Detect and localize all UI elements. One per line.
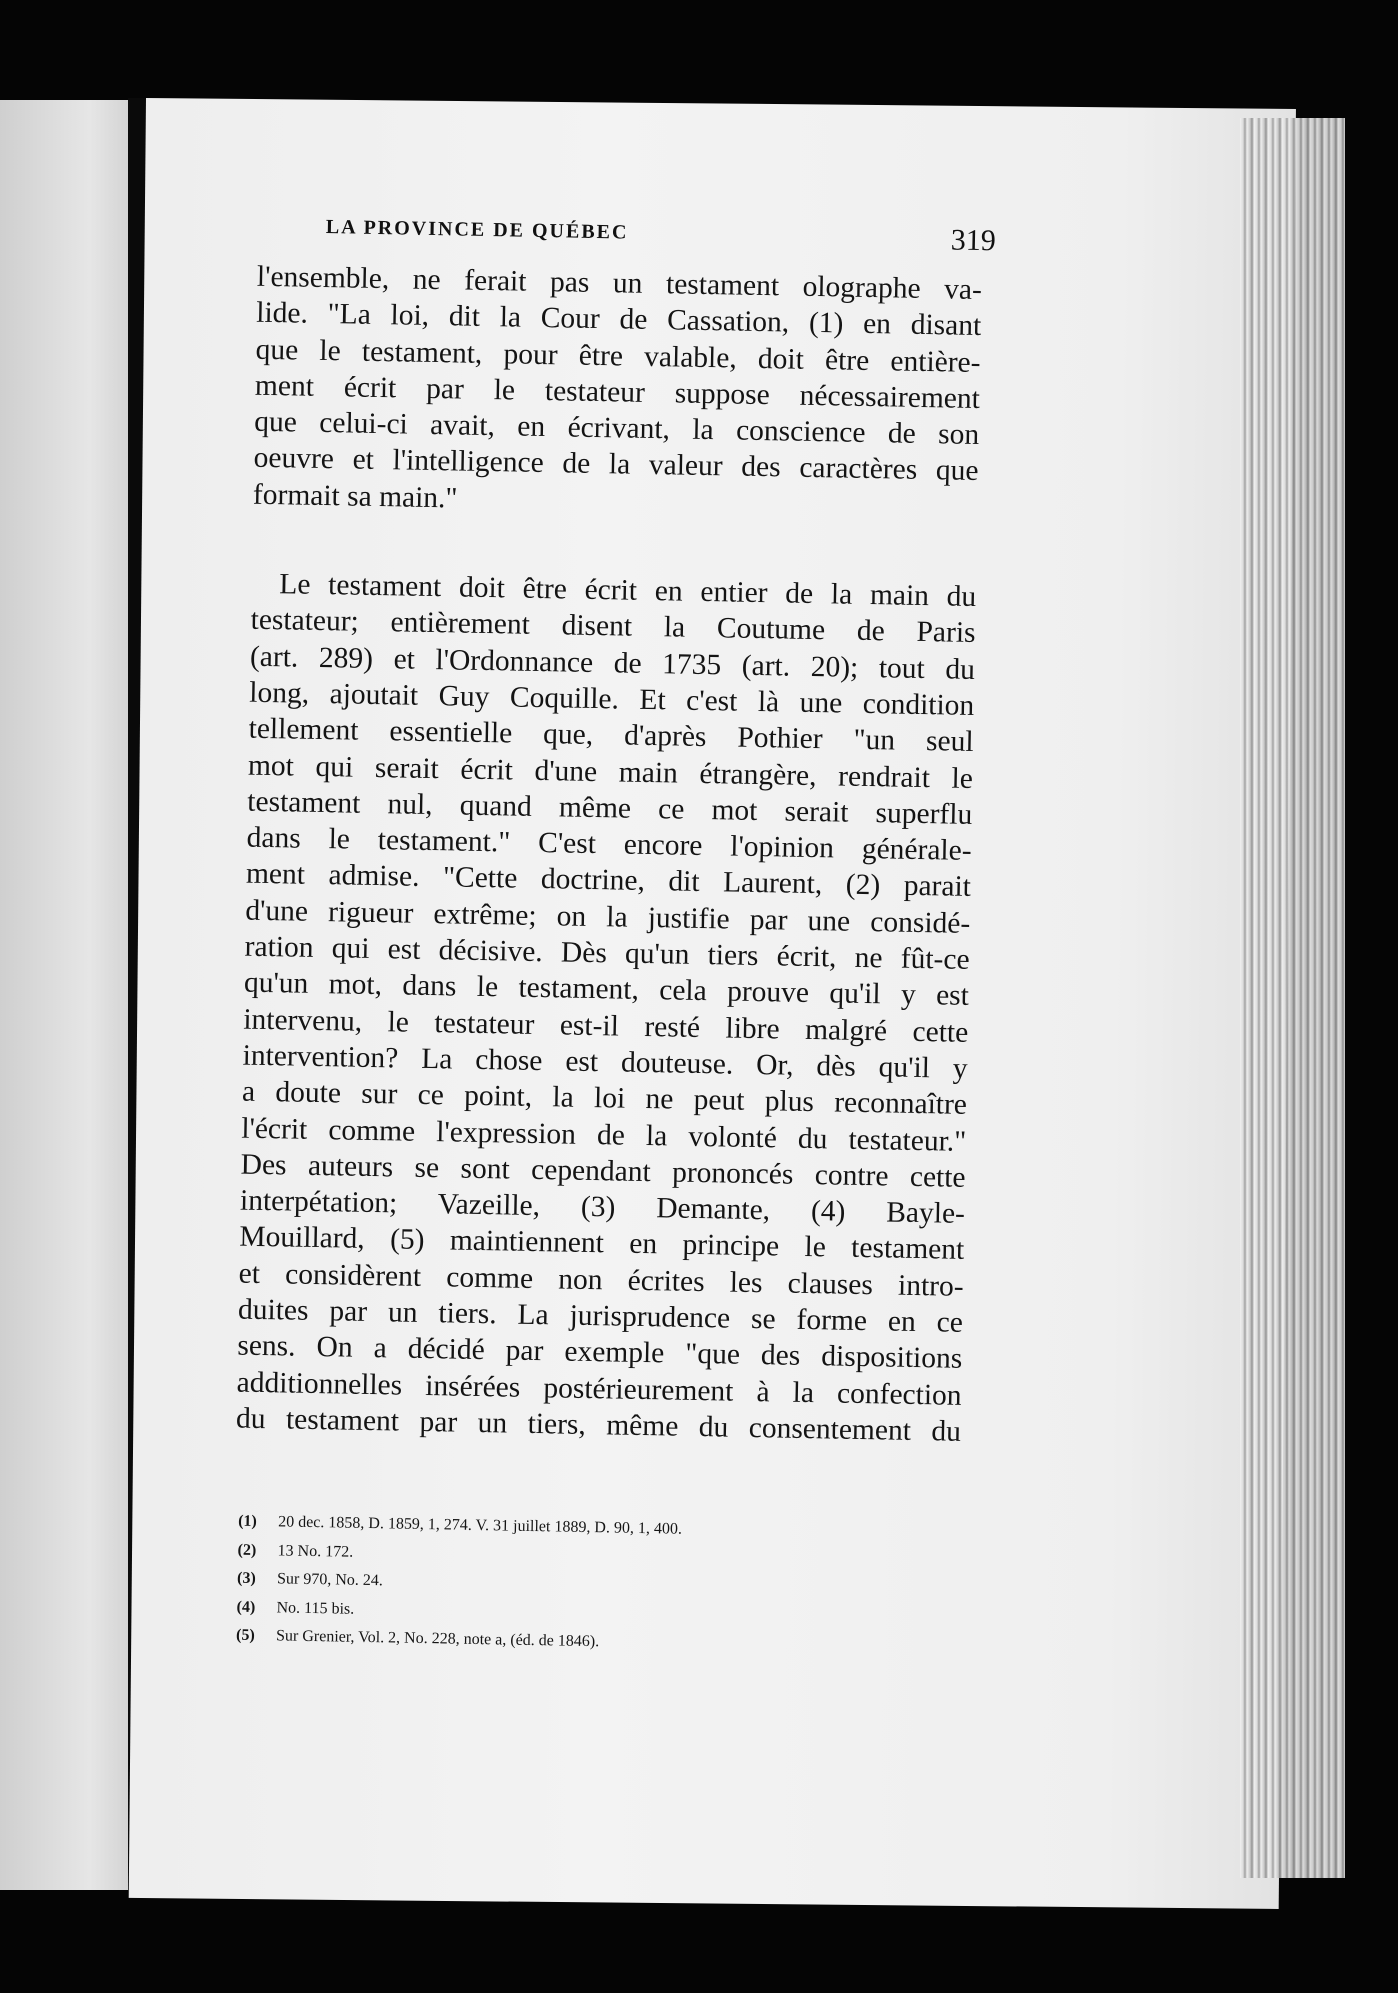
footnote-text: No. 115 bis.: [276, 1598, 355, 1618]
text-line: Le testament doit être écrit en entier de la main du: [279, 568, 977, 614]
text-line: que celui-ci avait, en écrivant, la conscience de son: [254, 405, 980, 452]
running-title: LA PROVINCE DE QUÉBEC: [325, 216, 629, 244]
text-line: ment admise. "Cette doctrine, dit Laurent, (2) parait: [245, 858, 972, 904]
text-line: intervenu, le testateur est-il resté libre malgré cette: [243, 1003, 969, 1049]
text-line: lide. "La loi, dit la Cour de Cassation, (1) en disant: [256, 297, 982, 343]
text-line: testament nul, quand même ce mot serait superflu: [247, 785, 973, 831]
text-line: additionnelles insérées postérieurement à la confection: [236, 1366, 962, 1412]
text-line: qu'un mot, dans le testament, cela prouve qu'il y est: [243, 966, 970, 1013]
text-line: a doute sur ce point, la loi ne peut plus reconnaître: [241, 1075, 968, 1122]
footnote-text: Sur 970, No. 24.: [276, 1570, 384, 1590]
text-line: et considèrent comme non écrites les clauses intro-: [238, 1257, 964, 1303]
text-line: oeuvre et l'intelligence de la valeur des caractères que: [253, 442, 979, 488]
paragraph-2: [236, 566, 977, 1450]
text-line: intervention? La chose est douteuse. Or, dès qu'il y: [242, 1039, 968, 1085]
text-line: tellement essentielle que, d'après Pothier "un seul: [248, 712, 974, 759]
text-line: que le testament, pour être valable, doit être entière-: [255, 333, 981, 379]
page-number: 319: [950, 223, 997, 258]
text-line: sens. On a décidé par exemple "que des dispositions: [237, 1329, 963, 1376]
body-text: [236, 259, 982, 1450]
footnotes: [236, 1508, 799, 1661]
page-header: [325, 216, 996, 268]
paragraph-1: [253, 259, 983, 526]
footnote-text: 20 dec. 1858, D. 1859, 1, 274. V. 31 juillet 1889, D. 90, 1, 400.: [278, 1513, 683, 1538]
text-line: l'écrit comme l'expression de la volonté du testateur.": [241, 1112, 967, 1158]
text-line: duites par un tiers. La jurisprudence se forme en ce: [237, 1293, 964, 1339]
text-line: mot qui serait écrit d'une main étrangère, rendrait le: [247, 749, 974, 795]
text-line: Des auteurs se sont cependant prononcés contre cette: [240, 1148, 966, 1194]
footnote-text: Sur Grenier, Vol. 2, No. 228, note a, (éd. de 1846).: [275, 1627, 600, 1651]
text-line: d'une rigueur extrême; on la justifie par une considé-: [245, 894, 971, 940]
text-line: Mouillard, (5) maintiennent en principe le testament: [239, 1221, 965, 1267]
footnote-number: (3): [236, 1569, 256, 1587]
footnote-number: (2): [237, 1541, 257, 1559]
text-line: ment écrit par le testateur suppose nécessairement: [254, 369, 981, 415]
footnote-number: (5): [235, 1626, 255, 1644]
text-line: l'ensemble, ne ferait pas un testament olographe va-: [256, 260, 983, 307]
text-line: (art. 289) et l'Ordonnance de 1735 (art. 20); tout du: [249, 640, 976, 686]
footnote-text: 13 No. 172.: [277, 1541, 354, 1561]
text-line: testateur; entièrement disent la Coutume de Paris: [250, 604, 976, 650]
text-line: ration qui est décisive. Dès qu'un tiers écrit, ne fût-ce: [244, 930, 970, 976]
text-line: du testament par un tiers, même du consentement du: [235, 1402, 962, 1448]
text-line: dans le testament." C'est encore l'opinion générale-: [246, 821, 972, 868]
text-line: formait sa main.": [252, 478, 458, 515]
footnote-number: (4): [236, 1598, 256, 1616]
text-line: long, ajoutait Guy Coquille. Et c'est là une condition: [249, 676, 975, 722]
text-line: interpétation; Vazeille, (3) Demante, (4) Bayle-: [239, 1184, 966, 1231]
footnote-number: (1): [238, 1512, 257, 1530]
